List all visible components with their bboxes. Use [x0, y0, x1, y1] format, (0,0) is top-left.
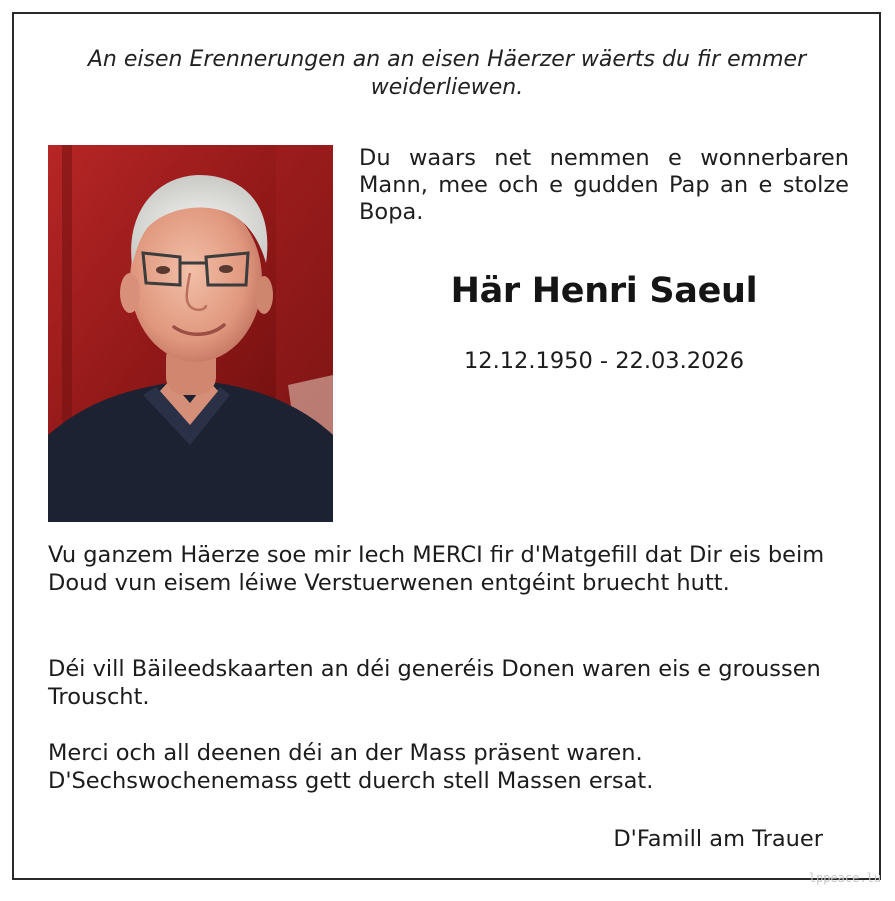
- intro-text: Du waars net nemmen e wonnerbaren Mann, mee och e gudden Pap an e stolze Bopa.: [359, 145, 849, 225]
- thanks-paragraph-2: Déi vill Bäileedskaarten an déi generéis Donen waren eis e groussen Trouscht.: [48, 656, 821, 710]
- family-signoff: D'Famill am Trauer: [613, 826, 823, 852]
- thanks-paragraph-1: Vu ganzem Häerze soe mir Iech MERCI fir d'Matgefill dat Dir eis beim Doud vun eisem léiwe Verstuerwenen entgéint bruecht hutt.: [48, 542, 825, 596]
- site-watermark: lppeace.lu: [808, 871, 881, 885]
- thanks-paragraph-3: Merci och all deenen déi an der Mass präsent waren. D'Sechswochenemass gett duerch stell Massen ersat.: [48, 740, 654, 794]
- epigraph: An eisen Erennerungen an an eisen Häerzer wäerts du fir emmer weiderliewen.: [87, 47, 807, 100]
- deceased-name: Här Henri Saeul: [450, 271, 758, 311]
- life-dates: 12.12.1950 - 22.03.2026: [463, 348, 745, 374]
- portrait-photo: [48, 145, 333, 522]
